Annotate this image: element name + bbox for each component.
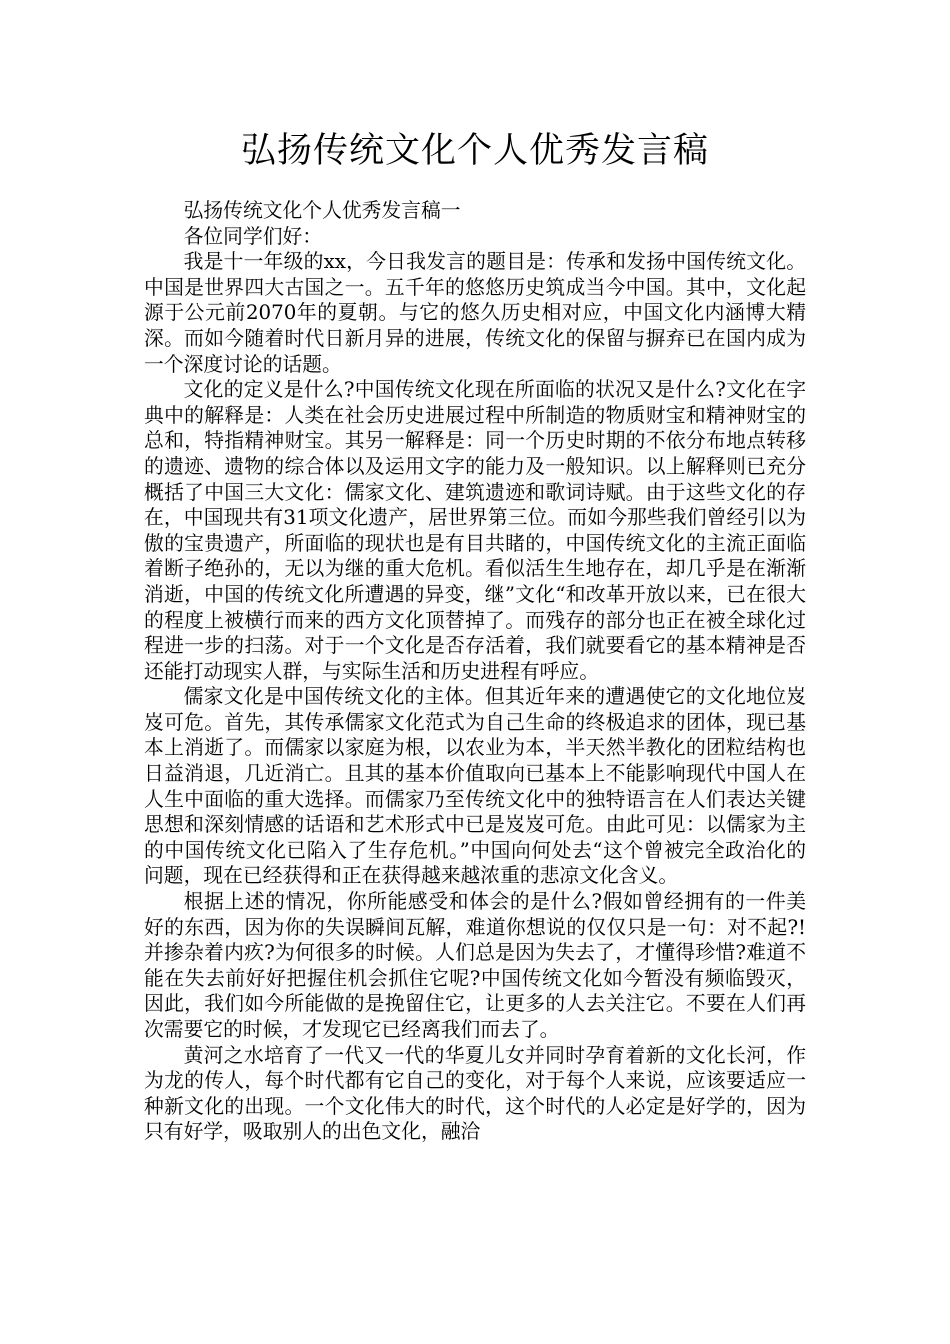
paragraph-2: 文化的定义是什么?中国传统文化现在所面临的状况又是什么?文化在字典中的解释是：人类在社会历史进展过程中所制造的物质财宝和精神财宝的总和，特指精神财宝。其另一解释是：同一个历史时期的不依分布地点转移的遗迹、遗物的综合体以及运用文字的能力及一般知识。以上解释则已充分概括了中国三大文化：儒家文化、建筑遗迹和歌词诗赋。由于这些文化的存在，中国现共有31项文化遗产，居世界第三位。而如今那些我们曾经引以为傲的宝贵遗产，所面临的现状也是有目共睹的，中国传统文化的主流正面临着断子绝孙的，无以为继的重大危机。看似活生生地存在，却几乎是在渐渐消逝，中国的传统文化所遭遇的异变，继”文化“和改革开放以来，已在很大的程度上被横行而来的西方文化顶替掉了。而残存的部分也正在被全球化过程进一步的扫荡。对于一个文化是否存活着，我们就要看它的基本精神是否还能打动现实人群，与实际生活和历史进程有呼应。 xyxy=(144,378,806,683)
greeting: 各位同学们好： xyxy=(183,224,323,248)
document-title: 弘扬传统文化个人优秀发言稿 xyxy=(240,131,709,171)
paragraph-3: 儒家文化是中国传统文化的主体。但其近年来的遭遇使它的文化地位岌岌可危。首先，其传承儒家文化范式为自己生命的终极追求的团体，现已基本上消逝了。而儒家以家庭为根，以农业为本，半天然半教化的团粒结构也日益消退，几近消亡。且其的基本价值取向已基本上不能影响现代中国人在人生中面临的重大选择。而儒家乃至传统文化中的独特语言在人们表达关键思想和深刻情感的话语和艺术形式中已是岌岌可危。由此可见：以儒家为主的中国传统文化已陷入了生存危机。”中国向何处去“这个曾被完全政治化的问题，现在已经获得和正在获得越来越浓重的悲凉文化含义。 xyxy=(144,685,806,888)
paragraph-1: 我是十一年级的xx，今日我发言的题目是：传承和发扬中国传统文化。中国是世界四大古国之一。五千年的悠悠历史筑成当今中国。其中，文化起源于公元前2070年的夏朝。与它的悠久历史相对应，中国文化内涵博大精深。而如今随着时代日新月异的进展，传统文化的保留与摒弃已在国内成为一个深度讨论的话题。 xyxy=(144,250,806,376)
document-subtitle: 弘扬传统文化个人优秀发言稿一 xyxy=(183,199,461,222)
paragraph-5: 黄河之水培育了一代又一代的华夏儿女并同时孕育着新的文化长河，作为龙的传人，每个时代都有它自己的变化，对于每个人来说，应该要适应一种新文化的出现。一个文化伟大的时代，这个时代的人必定是好学的，因为只有好学，吸取别人的出色文化，融洽 xyxy=(144,1043,806,1144)
document-body xyxy=(144,198,806,1145)
paragraph-4: 根据上述的情况，你所能感受和体会的是什么?假如曾经拥有的一件美好的东西，因为你的失误瞬间瓦解，难道你想说的仅仅只是一句：对不起?!并掺杂着内疚?为何很多的时候。人们总是因为失去了，才懂得珍惜?难道不能在失去前好好把握住机会抓住它呢?中国传统文化如今暂没有频临毁灭，因此，我们如今所能做的是挽留住它，让更多的人去关注它。不要在人们再次需要它的时候，才发现它已经离我们而去了。 xyxy=(144,890,806,1041)
